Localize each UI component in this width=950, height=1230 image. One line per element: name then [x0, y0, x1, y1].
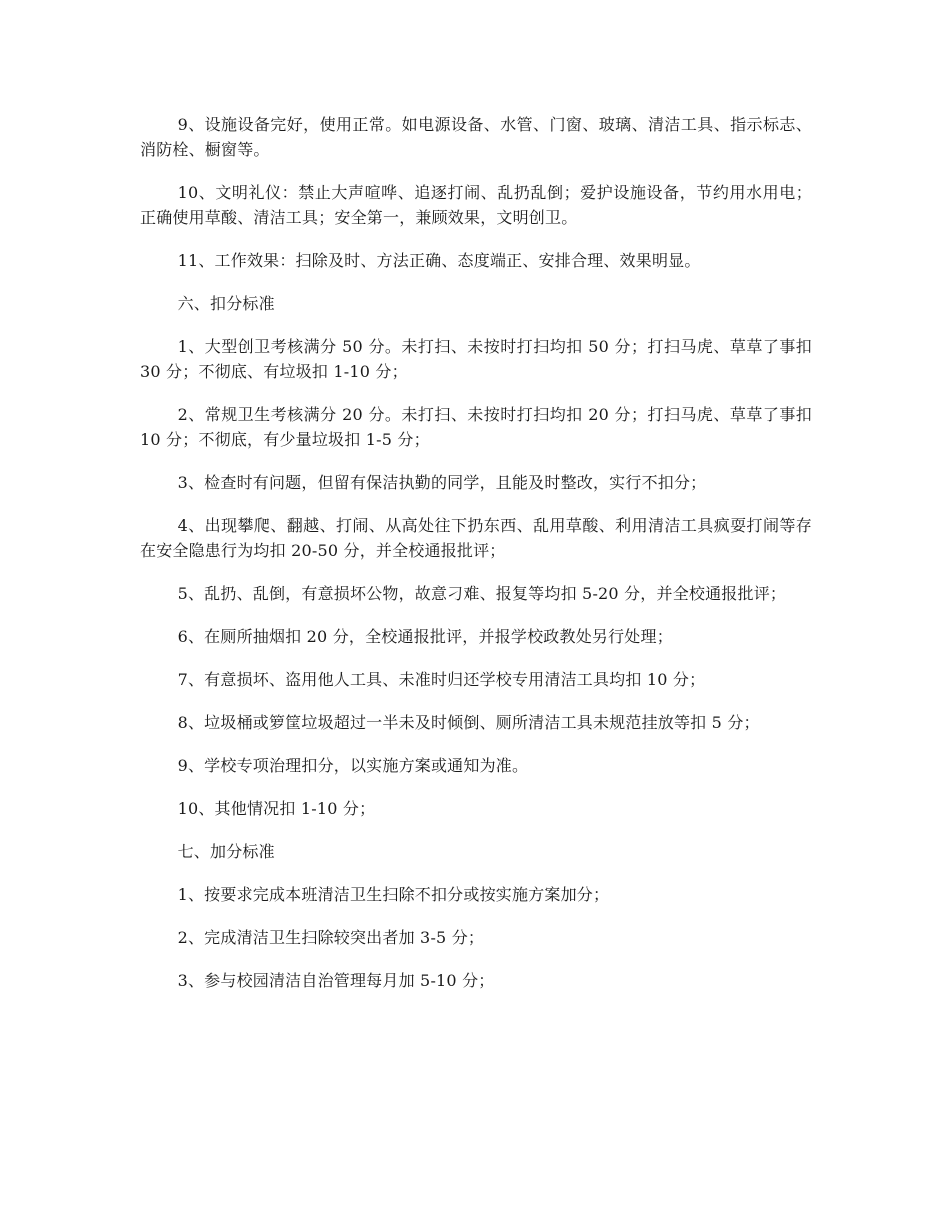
deduction-item-9: 9、学校专项治理扣分，以实施方案或通知为准。: [177, 756, 529, 775]
deduction-item-7: 7、有意损坏、盗用他人工具、未准时归还学校专用清洁工具均扣 10 分；: [177, 670, 706, 689]
deduction-item-6: 6、在厕所抽烟扣 20 分，全校通报批评，并报学校政教处另行处理；: [177, 627, 673, 646]
paragraph-item-9-facilities: 9、设施设备完好，使用正常。如电源设备、水管、门窗、玻璃、清洁工具、指示标志、消防栓、橱窗等。: [140, 115, 812, 159]
section-heading-bonus-standards: 七、加分标准: [177, 842, 275, 861]
deduction-item-4: 4、出现攀爬、翻越、打闹、从高处往下扔东西、乱用草酸、利用清洁工具疯耍打闹等存在安全隐患行为均扣 20-50 分，并全校通报批评；: [140, 516, 812, 560]
paragraph-item-10-etiquette: 10、文明礼仪：禁止大声喧哗、追逐打闹、乱扔乱倒；爱护设施设备，节约用水用电；正确使用草酸、清洁工具；安全第一，兼顾效果，文明创卫。: [140, 183, 812, 227]
deduction-item-3: 3、检查时有问题，但留有保洁执勤的同学，且能及时整改，实行不扣分；: [177, 473, 707, 492]
deduction-item-5: 5、乱扔、乱倒，有意损坏公物，故意刁难、报复等均扣 5-20 分，并全校通报批评；: [177, 584, 787, 603]
bonus-item-1: 1、按要求完成本班清洁卫生扫除不扣分或按实施方案加分；: [177, 885, 610, 904]
paragraph-item-11-work-effect: 11、工作效果：扫除及时、方法正确、态度端正、安排合理、效果明显。: [177, 251, 701, 270]
deduction-item-8: 8、垃圾桶或箩筐垃圾超过一半未及时倾倒、厕所清洁工具未规范挂放等扣 5 分；: [177, 713, 760, 732]
bonus-item-3: 3、参与校园清洁自治管理每月加 5-10 分；: [177, 971, 495, 990]
section-heading-deduction-standards: 六、扣分标准: [177, 294, 275, 313]
deduction-item-1: 1、大型创卫考核满分 50 分。未打扫、未按时打扫均扣 50 分；打扫马虎、草草了事扣 30 分；不彻底、有垃圾扣 1-10 分；: [140, 337, 812, 381]
deduction-item-2: 2、常规卫生考核满分 20 分。未打扫、未按时打扫均扣 20 分；打扫马虎、草草了事扣 10 分；不彻底，有少量垃圾扣 1-5 分；: [140, 405, 812, 449]
bonus-item-2: 2、完成清洁卫生扫除较突出者加 3-5 分；: [177, 928, 485, 947]
document-body: [140, 112, 812, 1011]
deduction-item-10: 10、其他情况扣 1-10 分；: [177, 799, 376, 818]
